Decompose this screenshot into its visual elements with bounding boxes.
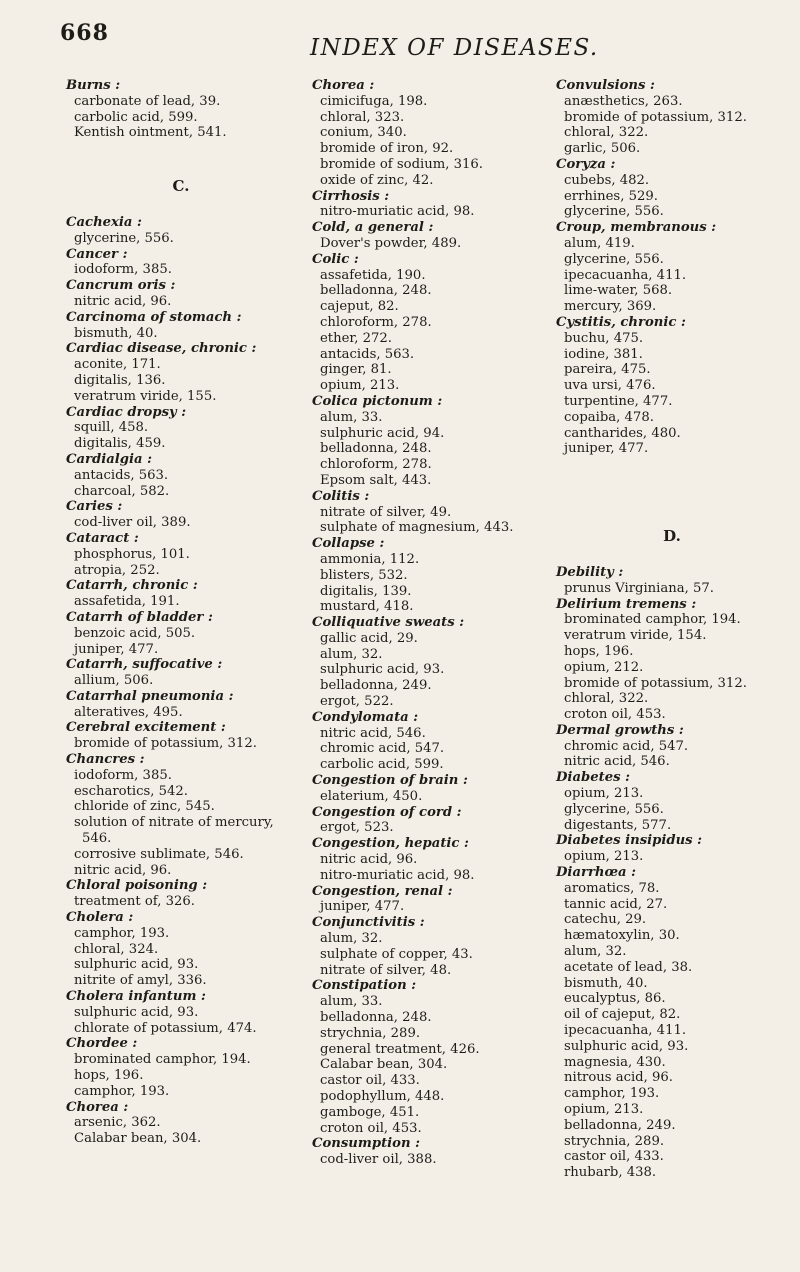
- index-heading: Cancrum oris :: [66, 278, 176, 294]
- index-remedy: phosphorus, 101.: [74, 546, 190, 562]
- index-remedy: chloral, 322.: [564, 691, 649, 707]
- index-remedy: benzoic acid, 505.: [74, 625, 196, 641]
- index-remedy: glycerine, 556.: [74, 230, 174, 246]
- index-remedy: croton oil, 453.: [320, 1120, 422, 1136]
- index-remedy: general treatment, 426.: [320, 1041, 480, 1057]
- index-remedy: opium, 213.: [564, 786, 644, 802]
- index-remedy: squill, 458.: [74, 420, 149, 436]
- index-remedy: chromic acid, 547.: [564, 738, 689, 754]
- index-remedy: ipecacuanha, 411.: [564, 1023, 687, 1039]
- index-heading: Conjunctivitis :: [312, 915, 425, 931]
- index-remedy: Calabar bean, 304.: [74, 1131, 202, 1147]
- index-remedy: strychnia, 289.: [320, 1025, 421, 1041]
- index-remedy: anæsthetics, 263.: [564, 93, 683, 109]
- index-remedy: alum, 33.: [320, 994, 383, 1010]
- index-remedy: veratrum viride, 154.: [564, 628, 707, 644]
- index-remedy: buchu, 475.: [564, 330, 644, 346]
- index-remedy: hæmatoxylin, 30.: [564, 928, 680, 944]
- index-remedy: prunus Virginiana, 57.: [564, 580, 714, 596]
- index-remedy: sulphuric acid, 93.: [320, 662, 445, 678]
- index-remedy: sulphuric acid, 93.: [74, 957, 199, 973]
- index-remedy: assafetida, 191.: [74, 594, 180, 610]
- index-remedy: hops, 196.: [74, 1068, 144, 1084]
- index-heading: Cystitis, chronic :: [556, 314, 686, 330]
- index-heading: Chorea :: [312, 78, 375, 93]
- index-remedy: Kentish ointment, 541.: [74, 125, 227, 141]
- index-remedy: nitric acid, 96.: [74, 293, 172, 309]
- index-heading: Collapse :: [312, 536, 385, 552]
- index-remedy: chlorate of potassium, 474.: [74, 1020, 257, 1036]
- index-remedy: ergot, 523.: [320, 820, 394, 836]
- index-heading: Cachexia :: [66, 214, 142, 230]
- index-remedy: nitrate of silver, 49.: [320, 504, 452, 520]
- index-remedy: nitro-muriatic acid, 98.: [320, 204, 475, 220]
- index-remedy: bismuth, 40.: [564, 975, 648, 991]
- index-remedy: pareira, 475.: [564, 362, 651, 378]
- index-remedy: chloroform, 278.: [320, 314, 432, 330]
- index-heading: Delirium tremens :: [556, 596, 697, 612]
- index-remedy: gallic acid, 29.: [320, 630, 418, 646]
- index-remedy: digitalis, 136.: [74, 372, 166, 388]
- index-remedy: allium, 506.: [74, 673, 154, 689]
- index-remedy: Calabar bean, 304.: [320, 1057, 448, 1073]
- index-remedy: opium, 213.: [564, 1102, 644, 1118]
- index-remedy: carbolic acid, 599.: [320, 757, 444, 773]
- index-remedy: nitrate of silver, 48.: [320, 962, 452, 978]
- index-heading: Caries :: [66, 499, 123, 515]
- index-remedy: catechu, 29.: [564, 912, 647, 928]
- index-remedy: sulphate of copper, 43.: [320, 946, 473, 962]
- index-remedy: nitrite of amyl, 336.: [74, 973, 207, 989]
- index-remedy: iodoform, 385.: [74, 262, 172, 278]
- index-remedy: sulphuric acid, 93.: [564, 1038, 689, 1054]
- index-remedy: rhubarb, 438.: [564, 1165, 657, 1181]
- index-remedy: elaterium, 450.: [320, 788, 423, 804]
- page-number: 668: [60, 20, 109, 46]
- index-remedy: aconite, 171.: [74, 357, 161, 373]
- index-heading: Convulsions :: [556, 78, 655, 93]
- index-heading: Congestion of cord :: [312, 804, 462, 820]
- index-remedy: chloral, 323.: [320, 109, 405, 125]
- index-heading: Colica pictonum :: [312, 393, 443, 409]
- index-remedy: belladonna, 249.: [320, 678, 432, 694]
- index-remedy: iodine, 381.: [564, 346, 643, 362]
- index-heading: Congestion of brain :: [312, 773, 468, 789]
- index-remedy: antacids, 563.: [320, 346, 415, 362]
- index-remedy: carbonate of lead, 39.: [74, 93, 221, 109]
- index-remedy: cod-liver oil, 388.: [320, 1152, 437, 1168]
- index-remedy: alteratives, 495.: [74, 704, 183, 720]
- index-remedy: camphor, 193.: [74, 1083, 170, 1099]
- index-remedy: belladonna, 248.: [320, 1010, 432, 1026]
- index-remedy: sulphuric acid, 93.: [74, 1004, 199, 1020]
- index-heading: Dermal growths :: [556, 722, 684, 738]
- index-remedy: camphor, 193.: [74, 925, 170, 941]
- index-remedy: cubebs, 482.: [564, 172, 650, 188]
- index-remedy: conium, 340.: [320, 125, 407, 141]
- index-remedy: lime-water, 568.: [564, 283, 673, 299]
- index-remedy: chloral, 322.: [564, 125, 649, 141]
- index-remedy: acetate of lead, 38.: [564, 959, 693, 975]
- index-remedy: camphor, 193.: [564, 1086, 660, 1102]
- index-remedy: opium, 213.: [564, 849, 644, 865]
- index-heading: Cardialgia :: [66, 451, 153, 467]
- index-heading: Colic :: [312, 251, 359, 267]
- index-remedy: bromide of potassium, 312.: [564, 675, 747, 691]
- index-remedy: aromatics, 78.: [564, 880, 660, 896]
- index-remedy: cantharides, 480.: [564, 425, 681, 441]
- index-remedy: ergot, 522.: [320, 694, 394, 710]
- index-remedy: blisters, 532.: [320, 567, 408, 583]
- index-remedy: charcoal, 582.: [74, 483, 170, 499]
- index-remedy: ipecacuanha, 411.: [564, 267, 687, 283]
- index-remedy: gamboge, 451.: [320, 1104, 420, 1120]
- index-remedy: nitric acid, 546.: [320, 725, 426, 741]
- index-remedy: glycerine, 556.: [564, 251, 664, 267]
- index-column-2: [312, 78, 542, 1168]
- index-remedy: solution of nitrate of mercury, 546.: [74, 815, 274, 847]
- index-remedy: strychnia, 289.: [564, 1133, 665, 1149]
- index-remedy: escharotics, 542.: [74, 783, 188, 799]
- index-heading: Chloral poisoning :: [66, 878, 208, 894]
- index-remedy: Dover's powder, 489.: [320, 235, 462, 251]
- index-remedy: nitric acid, 546.: [564, 754, 670, 770]
- index-remedy: cod-liver oil, 389.: [74, 515, 191, 531]
- index-heading: Colitis :: [312, 488, 370, 504]
- index-remedy: alum, 32.: [320, 646, 383, 662]
- index-remedy: sulphate of magnesium, 443.: [320, 520, 514, 536]
- index-remedy: assafetida, 190.: [320, 267, 426, 283]
- index-remedy: copaiba, 478.: [564, 409, 654, 425]
- index-remedy: belladonna, 248.: [320, 441, 432, 457]
- index-heading: Debility :: [556, 564, 624, 580]
- index-heading: Consumption :: [312, 1136, 421, 1152]
- index-heading: Cirrhosis :: [312, 188, 390, 204]
- index-remedy: castor oil, 433.: [564, 1149, 664, 1165]
- index-heading: Chancres :: [66, 752, 145, 768]
- index-heading: Cardiac disease, chronic :: [66, 341, 257, 357]
- index-heading: Coryza :: [556, 156, 616, 172]
- index-heading: Cholera infantum :: [66, 989, 206, 1005]
- index-heading: Diarrhœa :: [556, 865, 637, 881]
- index-remedy: ginger, 81.: [320, 362, 392, 378]
- index-remedy: eucalyptus, 86.: [564, 991, 666, 1007]
- index-remedy: bromide of iron, 92.: [320, 141, 454, 157]
- index-remedy: sulphuric acid, 94.: [320, 425, 445, 441]
- index-remedy: digitalis, 459.: [74, 436, 166, 452]
- index-heading: Catarrhal pneumonia :: [66, 688, 234, 704]
- index-remedy: magnesia, 430.: [564, 1054, 666, 1070]
- index-remedy: juniper, 477.: [74, 641, 159, 657]
- index-remedy: atropia, 252.: [74, 562, 160, 578]
- index-heading: Diabetes insipidus :: [556, 833, 703, 849]
- index-remedy: chloride of zinc, 545.: [74, 799, 215, 815]
- index-remedy: uva ursi, 476.: [564, 378, 656, 394]
- index-remedy: Epsom salt, 443.: [320, 472, 432, 488]
- index-remedy: cajeput, 82.: [320, 299, 399, 315]
- index-remedy: glycerine, 556.: [564, 801, 664, 817]
- index-remedy: opium, 213.: [320, 378, 400, 394]
- index-remedy: digestants, 577.: [564, 817, 672, 833]
- running-head: INDEX OF DISEASES.: [310, 35, 599, 61]
- index-heading: Congestion, renal :: [312, 883, 453, 899]
- index-remedy: cimicifuga, 198.: [320, 93, 428, 109]
- index-heading: Carcinoma of stomach :: [66, 309, 242, 325]
- index-remedy: juniper, 477.: [320, 899, 405, 915]
- index-heading: Colliquative sweats :: [312, 615, 465, 631]
- index-remedy: treatment of, 326.: [74, 894, 195, 910]
- index-heading: Catarrh, suffocative :: [66, 657, 223, 673]
- index-heading: Cardiac dropsy :: [66, 404, 187, 420]
- index-remedy: bromide of sodium, 316.: [320, 156, 483, 172]
- index-heading: Cold, a general :: [312, 220, 434, 236]
- index-remedy: corrosive sublimate, 546.: [74, 846, 244, 862]
- index-remedy: ether, 272.: [320, 330, 393, 346]
- index-remedy: digitalis, 139.: [320, 583, 412, 599]
- index-remedy: nitric acid, 96.: [74, 862, 172, 878]
- index-heading: Constipation :: [312, 978, 417, 994]
- section-letter: D.: [663, 527, 681, 546]
- index-remedy: veratrum viride, 155.: [74, 388, 217, 404]
- index-remedy: mustard, 418.: [320, 599, 414, 615]
- index-remedy: bismuth, 40.: [74, 325, 158, 341]
- index-remedy: hops, 196.: [564, 643, 634, 659]
- index-remedy: nitrous acid, 96.: [564, 1070, 673, 1086]
- index-remedy: tannic acid, 27.: [564, 896, 668, 912]
- index-heading: Catarrh of bladder :: [66, 609, 213, 625]
- index-remedy: alum, 33.: [320, 409, 383, 425]
- index-column-1: [66, 78, 296, 1147]
- index-remedy: podophyllum, 448.: [320, 1089, 445, 1104]
- section-letter: C.: [172, 177, 190, 196]
- index-remedy: nitric acid, 96.: [320, 852, 418, 868]
- index-remedy: chloroform, 278.: [320, 457, 432, 473]
- index-remedy: chromic acid, 547.: [320, 741, 445, 757]
- index-remedy: brominated camphor, 194.: [564, 612, 741, 628]
- index-remedy: mercury, 369.: [564, 299, 657, 315]
- index-remedy: chloral, 324.: [74, 941, 159, 957]
- index-remedy: alum, 419.: [564, 235, 635, 251]
- index-remedy: belladonna, 249.: [564, 1117, 676, 1133]
- index-remedy: arsenic, 362.: [74, 1115, 161, 1131]
- index-remedy: bromide of potassium, 312.: [74, 736, 257, 752]
- index-heading: Congestion, hepatic :: [312, 836, 469, 852]
- index-remedy: bromide of potassium, 312.: [564, 109, 747, 125]
- index-heading: Chordee :: [66, 1036, 138, 1052]
- index-heading: Chorea :: [66, 1099, 129, 1115]
- index-remedy: belladonna, 248.: [320, 283, 432, 299]
- index-remedy: alum, 32.: [564, 944, 627, 960]
- index-remedy: turpentine, 477.: [564, 393, 673, 409]
- index-heading: Cancer :: [66, 246, 128, 262]
- index-remedy: errhines, 529.: [564, 188, 658, 204]
- index-remedy: croton oil, 453.: [564, 707, 666, 723]
- index-remedy: iodoform, 385.: [74, 767, 172, 783]
- index-remedy: juniper, 477.: [564, 441, 649, 457]
- index-heading: Cataract :: [66, 530, 139, 546]
- index-column-3: [556, 78, 788, 1181]
- index-heading: Croup, membranous :: [556, 220, 717, 236]
- index-remedy: ammonia, 112.: [320, 551, 420, 567]
- index-remedy: brominated camphor, 194.: [74, 1052, 251, 1068]
- index-remedy: nitro-muriatic acid, 98.: [320, 867, 475, 883]
- index-remedy: oxide of zinc, 42.: [320, 172, 434, 188]
- section-spacer: [556, 457, 788, 491]
- index-remedy: castor oil, 433.: [320, 1073, 420, 1089]
- index-heading: Condylomata :: [312, 709, 419, 725]
- index-remedy: carbolic acid, 599.: [74, 109, 198, 125]
- index-remedy: opium, 212.: [564, 659, 644, 675]
- index-heading: Diabetes :: [556, 770, 630, 786]
- index-heading: Cholera :: [66, 910, 134, 926]
- index-heading: Cerebral excitement :: [66, 720, 226, 736]
- index-remedy: alum, 32.: [320, 931, 383, 947]
- index-heading: Catarrh, chronic :: [66, 578, 198, 594]
- index-remedy: antacids, 563.: [74, 467, 169, 483]
- index-remedy: garlic, 506.: [564, 141, 641, 157]
- index-heading: Burns :: [66, 78, 121, 93]
- index-remedy: oil of cajeput, 82.: [564, 1007, 681, 1023]
- index-remedy: glycerine, 556.: [564, 204, 664, 220]
